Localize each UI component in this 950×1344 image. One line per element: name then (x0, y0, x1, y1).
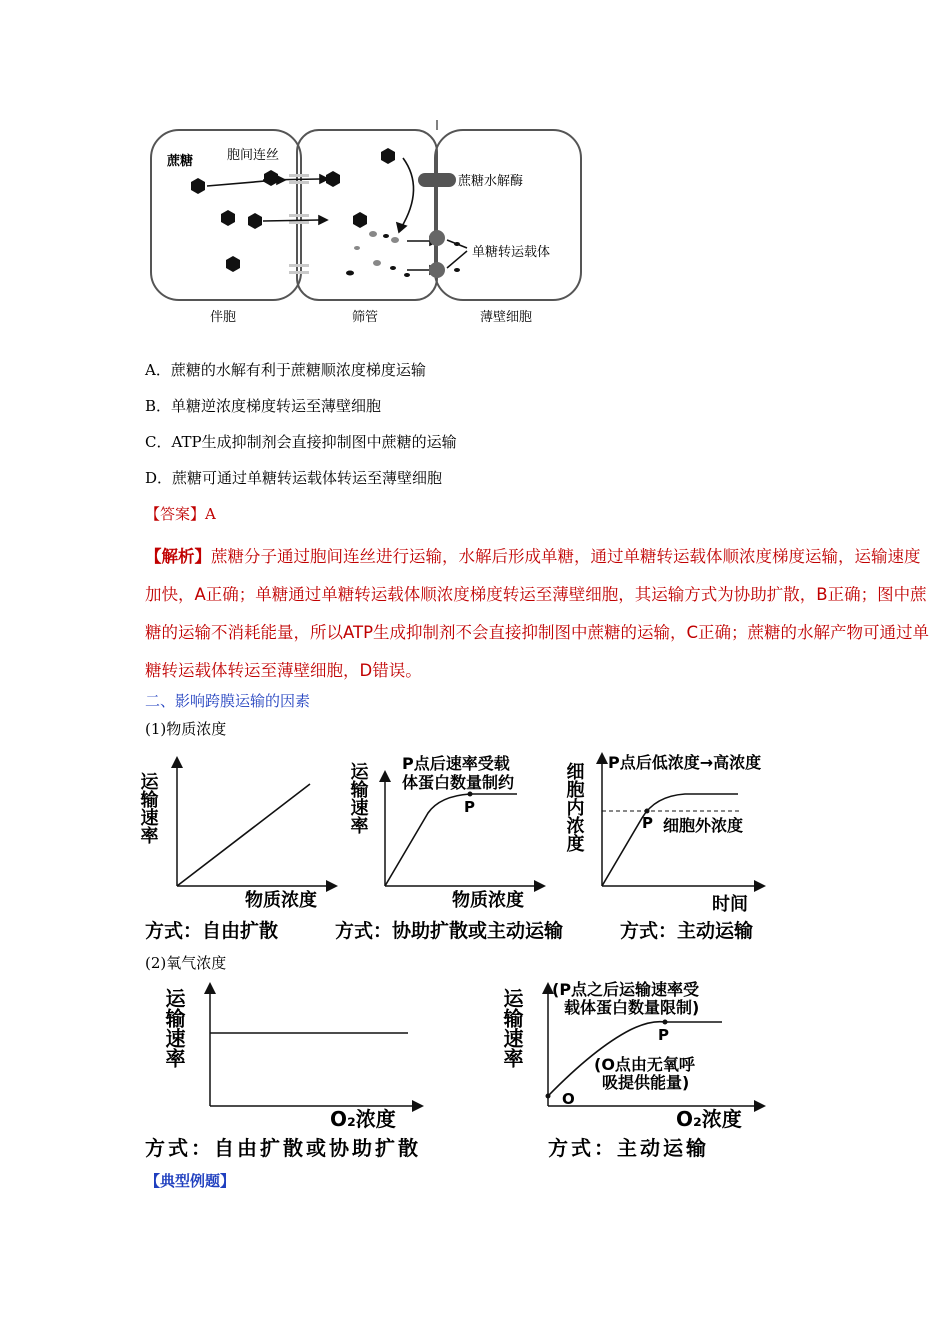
g1-xlabel: 物质浓度 (245, 890, 317, 911)
graph-oxygen-independent (162, 988, 418, 1131)
plasmodesmata (289, 174, 309, 274)
phloem-unloading-diagram (145, 118, 590, 333)
analysis (145, 538, 935, 690)
transporter-2 (429, 262, 445, 278)
g1-ylabel: 运输速率 (137, 772, 159, 844)
label-sucrose: 蔗糖 (167, 154, 194, 169)
mode-facilitated-or-active: 方式：协助扩散或主动运输 (335, 920, 564, 942)
analysis-head: 【解析】 (145, 547, 211, 566)
g2-ylabel: 运输速率 (347, 762, 369, 834)
g5-note-1: (P点之后运输速率受 (552, 980, 700, 999)
g5-note-2: 载体蛋白数量限制) (564, 998, 700, 1017)
g3-ylabel: 细胞内浓度 (563, 762, 585, 852)
label-invertase: 蔗糖水解酶 (458, 174, 524, 189)
g3-point-label: P (642, 814, 653, 832)
sucrose-molecules (191, 148, 395, 272)
g3-xlabel: 时间 (712, 894, 748, 915)
g5-xlabel: O₂浓度 (676, 1107, 742, 1131)
g5-point-o (546, 1094, 551, 1099)
label-companion-cell: 伴胞 (210, 310, 237, 325)
g2-point-p (468, 792, 473, 797)
label-sieve-tube: 筛管 (352, 310, 379, 325)
g5-note-4: 吸提供能量) (602, 1073, 690, 1092)
transporter-1 (429, 230, 445, 246)
g3-point-p (645, 809, 650, 814)
g4-xlabel: O₂浓度 (330, 1107, 396, 1131)
graph-oxygen-dependent (500, 980, 760, 1131)
curve-linear (177, 784, 310, 886)
label-plasmodesmata: 胞间连丝 (227, 148, 280, 163)
section-title: 二、影响跨膜运输的因素 (145, 692, 311, 710)
g5-point-p-label: P (658, 1026, 669, 1044)
graph-facilitated-or-active (348, 754, 541, 911)
graphs-substance-concentration (137, 748, 820, 915)
graph-free-diffusion (138, 762, 333, 911)
curve-accumulation (602, 794, 738, 886)
g3-ref-label: 细胞外浓度 (663, 816, 744, 835)
sieve-tube-outline (297, 130, 437, 300)
subsection-1-title: (1)物质浓度 (145, 720, 227, 738)
analysis-body: 蔗糖分子通过胞间连丝进行运输，水解后形成单糖，通过单糖转运载体顺浓度梯度运输，运输速度加快，A正确；单糖通过单糖转运载体顺浓度梯度转运至薄壁细胞，其运输方式为协助扩散，B正确；图中蔗糖的运输不消耗能量，所以ATP生成抑制剂不会直接抑制图中蔗糖的运输，C正确；蔗糖的水解产物可通过单糖转运载体转运至薄壁细胞，D错误。 (145, 547, 930, 680)
example-title: 【典型例题】 (145, 1172, 236, 1190)
subsection-2-title: (2)氧气浓度 (145, 954, 227, 972)
graph-active-transport-time (564, 753, 762, 915)
g5-point-o-label: O (562, 1090, 575, 1108)
mode-active: 方式：主动运输 (620, 920, 754, 942)
g5-point-p (663, 1020, 668, 1025)
option-c: C．ATP生成抑制剂会直接抑制图中蔗糖的运输 (145, 433, 457, 451)
transport-arrows (207, 158, 438, 274)
g5-ylabel: 运输速率 (500, 988, 524, 1068)
g4-ylabel: 运输速率 (162, 988, 186, 1068)
parenchyma-outline (435, 130, 581, 300)
g2-xlabel: 物质浓度 (452, 890, 524, 911)
graphs-oxygen-concentration (140, 978, 820, 1133)
g2-note-2: 体蛋白数量制约 (402, 773, 515, 792)
answer: 【答案】A (145, 505, 216, 523)
mode-diffusion: 方式：自由扩散或协助扩散 (145, 1136, 421, 1160)
g5-note-3: (O点由无氧呼 (594, 1055, 695, 1074)
g3-note: P点后低浓度→高浓度 (608, 753, 762, 772)
option-d: D．蔗糖可通过单糖转运载体转运至薄壁细胞 (145, 469, 443, 487)
mode-free-diffusion: 方式：自由扩散 (145, 920, 279, 942)
label-transporter: 单糖转运载体 (472, 245, 551, 260)
invertase-enzyme (418, 173, 456, 187)
g2-note-1: P点后速率受载 (402, 754, 510, 773)
g2-point-label: P (464, 798, 475, 816)
mode-active-transport: 方式：主动运输 (548, 1136, 709, 1160)
option-a: A．蔗糖的水解有利于蔗糖顺浓度梯度运输 (145, 361, 426, 379)
option-b: B．单糖逆浓度梯度转运至薄壁细胞 (145, 397, 382, 415)
curve-saturation (385, 794, 517, 886)
label-parenchyma: 薄壁细胞 (480, 310, 533, 325)
